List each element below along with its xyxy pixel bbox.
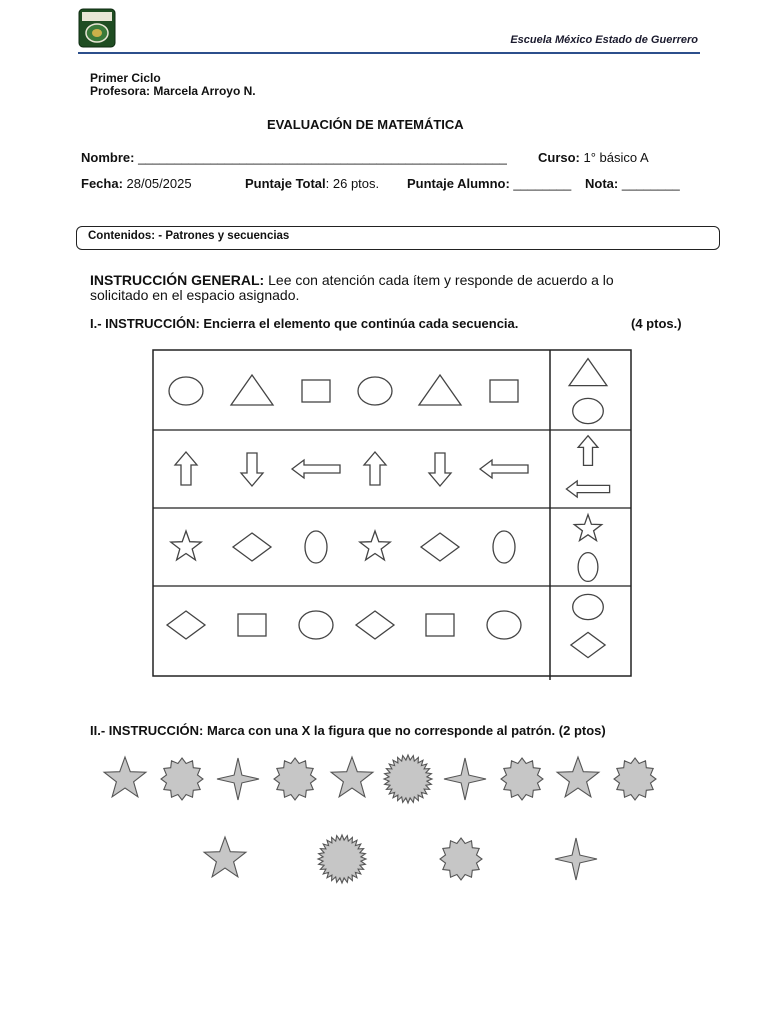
arrow-up-shape bbox=[175, 452, 197, 485]
diamond-shape bbox=[167, 611, 205, 639]
cycle-text: Primer Ciclo bbox=[90, 71, 161, 85]
arrow-left-shape bbox=[480, 460, 528, 478]
sunburst-figure[interactable] bbox=[318, 835, 366, 883]
general-instruction-text: Lee con atención cada ítem y responde de acuerdo a lo bbox=[268, 272, 614, 288]
star-shape bbox=[574, 515, 601, 541]
course-value: 1° básico A bbox=[583, 150, 649, 165]
seal-figure[interactable] bbox=[614, 758, 656, 800]
seal-figure[interactable] bbox=[501, 758, 543, 800]
sequence-table bbox=[150, 346, 634, 682]
general-instruction bbox=[90, 273, 690, 303]
triangle-shape bbox=[419, 375, 461, 405]
oval-shape bbox=[578, 553, 598, 582]
sequence-row bbox=[171, 531, 515, 563]
school-logo bbox=[78, 8, 116, 48]
section1-instruction: I.- INSTRUCCIÓN: Encierra el elemento que continúa cada secuencia. bbox=[90, 316, 519, 331]
star-shape bbox=[360, 531, 390, 560]
section2-instruction: II.- INSTRUCCIÓN: Marca con una X la figura que no corresponde al patrón. (2 ptos) bbox=[90, 723, 606, 738]
square-shape bbox=[426, 614, 454, 636]
circle-shape bbox=[573, 398, 604, 423]
arrow-down-shape bbox=[241, 453, 263, 486]
seal-figure[interactable] bbox=[274, 758, 316, 800]
sparkle-figure[interactable] bbox=[555, 838, 597, 880]
sequence-row bbox=[167, 611, 521, 639]
square-shape bbox=[238, 614, 266, 636]
teacher-line bbox=[90, 84, 256, 98]
arrow-up-shape bbox=[364, 452, 386, 485]
date-label: Fecha: bbox=[81, 176, 123, 191]
header-divider bbox=[78, 52, 700, 54]
name-field[interactable] bbox=[81, 150, 507, 165]
teacher-name: Marcela Arroyo N. bbox=[153, 84, 256, 98]
grade-field[interactable] bbox=[585, 176, 680, 191]
total-score-field bbox=[245, 176, 379, 191]
pattern-figures bbox=[90, 750, 680, 890]
sparkle-figure[interactable] bbox=[444, 758, 486, 800]
sequence-row bbox=[169, 375, 518, 405]
triangle-shape bbox=[569, 359, 607, 386]
answer-options[interactable] bbox=[571, 594, 605, 657]
course-field bbox=[538, 150, 649, 165]
star-figure[interactable] bbox=[204, 837, 246, 877]
oval-shape bbox=[305, 531, 327, 563]
circle-shape bbox=[299, 611, 333, 639]
arrow-left-shape bbox=[566, 481, 609, 497]
star-figure[interactable] bbox=[331, 757, 373, 797]
student-score-field[interactable] bbox=[407, 176, 571, 191]
total-score-label: Puntaje Total bbox=[245, 176, 326, 191]
contents-text bbox=[88, 230, 289, 242]
square-shape bbox=[490, 380, 518, 402]
answer-options[interactable] bbox=[574, 515, 601, 582]
diamond-shape bbox=[421, 533, 459, 561]
name-blank[interactable]: ___________________________________________________ bbox=[138, 150, 507, 165]
triangle-shape bbox=[231, 375, 273, 405]
course-label: Curso: bbox=[538, 150, 580, 165]
contents-label: Contenidos: - bbox=[88, 230, 163, 242]
date-field bbox=[81, 176, 192, 191]
grade-label: Nota: bbox=[585, 176, 619, 191]
arrow-left-shape bbox=[292, 460, 340, 478]
oval-shape bbox=[493, 531, 515, 563]
star-shape bbox=[171, 531, 201, 560]
seal-figure[interactable] bbox=[161, 758, 203, 800]
contents-value: Patrones y secuencias bbox=[165, 230, 290, 242]
teacher-label: Profesora: bbox=[90, 84, 151, 98]
diamond-shape bbox=[571, 632, 605, 657]
circle-shape bbox=[169, 377, 203, 405]
page-title: EVALUACIÓN DE MATEMÁTICA bbox=[267, 117, 464, 132]
general-instruction-label: INSTRUCCIÓN GENERAL: bbox=[90, 272, 265, 288]
circle-shape bbox=[358, 377, 392, 405]
diamond-shape bbox=[233, 533, 271, 561]
answer-options[interactable] bbox=[566, 436, 609, 497]
sequence-row bbox=[175, 452, 528, 486]
square-shape bbox=[302, 380, 330, 402]
total-score-value: : 26 ptos. bbox=[325, 176, 380, 191]
grade-blank[interactable]: ________ bbox=[621, 176, 680, 191]
sunburst-figure[interactable] bbox=[384, 755, 432, 803]
answer-options[interactable] bbox=[569, 359, 607, 424]
arrow-down-shape bbox=[429, 453, 451, 486]
section1-points: (4 ptos.) bbox=[631, 316, 682, 331]
school-name: Escuela México Estado de Guerrero bbox=[510, 34, 698, 46]
sparkle-figure[interactable] bbox=[217, 758, 259, 800]
seal-figure[interactable] bbox=[440, 838, 482, 880]
date-value: 28/05/2025 bbox=[126, 176, 192, 191]
star-figure[interactable] bbox=[104, 757, 146, 797]
name-label: Nombre: bbox=[81, 150, 135, 165]
general-instruction-text2: solicitado en el espacio asignado. bbox=[90, 287, 300, 303]
student-score-label: Puntaje Alumno: bbox=[407, 176, 510, 191]
star-figure[interactable] bbox=[557, 757, 599, 797]
circle-shape bbox=[573, 594, 604, 619]
circle-shape bbox=[487, 611, 521, 639]
student-score-blank[interactable]: ________ bbox=[513, 176, 572, 191]
arrow-up-shape bbox=[578, 436, 598, 466]
diamond-shape bbox=[356, 611, 394, 639]
